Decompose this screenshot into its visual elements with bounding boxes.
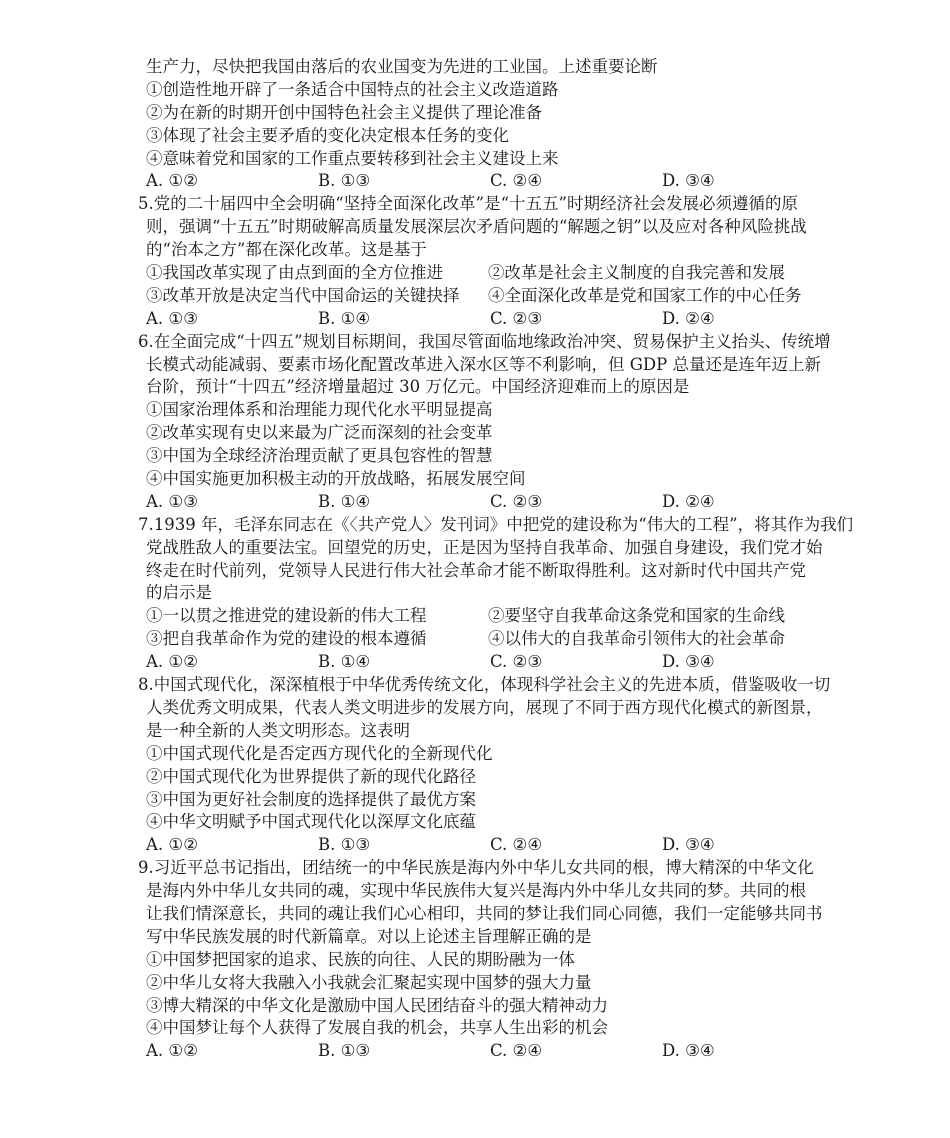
question-stem-line: 是海内外中华儿女共同的魂，实现中华民族伟大复兴是海内外中华儿女共同的梦。共同的根 xyxy=(146,881,806,901)
question-stem-line: 终走在时代前列，党领导人民进行伟大社会革命才能不断取得胜利。这对新时代中国共产党 xyxy=(146,560,806,580)
option-d[interactable]: D. ③④ xyxy=(662,652,715,672)
option-d[interactable]: D. ②④ xyxy=(662,308,715,328)
question-stem-line: 写中华民族发展的时代新篇章。对以上论述主旨理解正确的是 xyxy=(146,926,592,946)
question-4-continuation xyxy=(146,56,836,193)
statement-1: ①中国梦把国家的追求、民族的向往、人民的期盼融为一体 xyxy=(146,949,575,969)
option-b[interactable]: B. ①④ xyxy=(318,652,371,672)
statement-row xyxy=(146,605,836,628)
option-a[interactable]: A. ①② xyxy=(146,171,198,191)
question-stem-line: 5.党的二十届四中全会明确“坚持全面深化改革”是“十五五”时期经济社会发展必须遵循的原 xyxy=(138,194,798,214)
statement-3: ③中国为更好社会制度的选择提供了最优方案 xyxy=(146,789,476,809)
option-b[interactable]: B. ①④ xyxy=(318,308,371,328)
option-b[interactable]: B. ①④ xyxy=(318,491,371,511)
statement-4: ④中国梦让每个人获得了发展自我的机会，共享人生出彩的机会 xyxy=(146,1018,608,1038)
question-9 xyxy=(138,857,836,1063)
question-list xyxy=(138,56,854,1063)
option-a[interactable]: A. ①② xyxy=(146,835,198,855)
statement-1: ①国家治理体系和治理能力现代化水平明显提高 xyxy=(146,400,493,420)
question-stem-line: 台阶，预计“十四五”经济增量超过 30 万亿元。中国经济迎难而上的原因是 xyxy=(146,377,690,397)
statement-1: ①中国式现代化是否定西方现代化的全新现代化 xyxy=(146,743,493,763)
question-stem-line: 是一种全新的人类文明形态。这表明 xyxy=(146,720,410,740)
question-stem-line: 党战胜敌人的重要法宝。回望党的历史，正是因为坚持自我革命、加强自身建设，我们党才始 xyxy=(146,537,823,557)
statement-1: ①我国改革实现了由点到面的全方位推进 xyxy=(146,263,443,283)
statement-4: ④中国实施更加积极主动的开放战略，拓展发展空间 xyxy=(146,469,526,489)
option-d[interactable]: D. ③④ xyxy=(662,835,715,855)
statement-2: ②改革是社会主义制度的自我完善和发展 xyxy=(488,263,785,283)
statement-2: ②中华儿女将大我融入小我就会汇聚起实现中国梦的强大力量 xyxy=(146,972,592,992)
option-a[interactable]: A. ①② xyxy=(146,652,198,672)
statement-4: ④中华文明赋予中国式现代化以深厚文化底蕴 xyxy=(146,812,476,832)
option-c[interactable]: C. ②③ xyxy=(490,308,543,328)
statement-3: ③中国为全球经济治理贡献了更具包容性的智慧 xyxy=(146,446,493,466)
option-a[interactable]: A. ①③ xyxy=(146,308,198,328)
question-stem-line: 人类优秀文明成果，代表人类文明进步的发展方向，展现了不同于西方现代化模式的新图景， xyxy=(146,697,823,717)
statement-2: ②要坚守自我革命这条党和国家的生命线 xyxy=(488,606,785,626)
statement-3: ③改革开放是决定当代中国命运的关键抉择 xyxy=(146,285,460,305)
option-c[interactable]: C. ②④ xyxy=(490,171,543,191)
statement-1: ①一以贯之推进党的建设新的伟大工程 xyxy=(146,606,427,626)
statement-row xyxy=(146,262,836,285)
question-6 xyxy=(138,331,836,514)
option-c[interactable]: C. ②③ xyxy=(490,491,543,511)
question-7 xyxy=(138,514,854,674)
question-stem-line: 生产力，尽快把我国由落后的农业国变为先进的工业国。上述重要论断 xyxy=(146,57,658,76)
answer-options xyxy=(146,308,836,331)
question-stem-line: 长模式动能减弱、要素市场化配置改革进入深水区等不利影响，但 GDP 总量还是连年迈上新 xyxy=(146,354,822,374)
answer-options xyxy=(146,170,836,193)
statement-1: ①创造性地开辟了一条适合中国特点的社会主义改造道路 xyxy=(146,79,559,99)
option-d[interactable]: D. ③④ xyxy=(662,171,715,191)
option-c[interactable]: C. ②④ xyxy=(490,835,543,855)
question-stem-line: 则，强调“十五五”时期破解高质量发展深层次矛盾问题的“解题之钥”以及应对各种风险挑战 xyxy=(146,217,807,237)
answer-options xyxy=(146,651,836,674)
question-stem-line: 6.在全面完成“十四五”规划目标期间，我国尽管面临地缘政治冲突、贸易保护主义抬头、传统增 xyxy=(138,331,831,351)
option-d[interactable]: D. ③④ xyxy=(662,1041,715,1061)
statement-2: ②为在新的时期开创中国特色社会主义提供了理论准备 xyxy=(146,102,542,122)
question-8 xyxy=(138,674,836,857)
question-stem-line: 的启示是 xyxy=(146,583,212,603)
option-a[interactable]: A. ①③ xyxy=(146,491,198,511)
answer-options xyxy=(146,491,836,514)
option-c[interactable]: C. ②④ xyxy=(490,1041,543,1061)
question-stem-line: 7.1939 年，毛泽东同志在《〈共产党人〉发刊词》中把党的建设称为“伟大的工程”，将其作为我们 xyxy=(138,514,854,534)
option-b[interactable]: B. ①③ xyxy=(318,835,371,855)
option-d[interactable]: D. ②④ xyxy=(662,491,715,511)
statement-2: ②改革实现有史以来最为广泛而深刻的社会变革 xyxy=(146,423,493,443)
statement-4: ④以伟大的自我革命引领伟大的社会革命 xyxy=(488,629,785,649)
question-5 xyxy=(138,193,836,330)
statement-row xyxy=(146,285,836,308)
statement-2: ②中国式现代化为世界提供了新的现代化路径 xyxy=(146,766,476,786)
option-b[interactable]: B. ①③ xyxy=(318,171,371,191)
statement-3: ③把自我革命作为党的建设的根本遵循 xyxy=(146,629,427,649)
option-a[interactable]: A. ①② xyxy=(146,1041,198,1061)
statement-4: ④意味着党和国家的工作重点要转移到社会主义建设上来 xyxy=(146,148,559,168)
answer-options xyxy=(146,834,836,857)
question-stem-line: 的“治本之方”都在深化改革。这是基于 xyxy=(146,240,427,260)
statement-3: ③博大精深的中华文化是激励中国人民团结奋斗的强大精神动力 xyxy=(146,995,608,1015)
option-c[interactable]: C. ②③ xyxy=(490,652,543,672)
option-b[interactable]: B. ①③ xyxy=(318,1041,371,1061)
question-stem-line: 8.中国式现代化，深深植根于中华优秀传统文化，体现科学社会主义的先进本质，借鉴吸收一切 xyxy=(138,675,831,695)
statement-row xyxy=(146,628,836,651)
statement-3: ③体现了社会主要矛盾的变化决定根本任务的变化 xyxy=(146,125,509,145)
answer-options xyxy=(146,1040,836,1063)
question-stem-line: 9.习近平总书记指出，团结统一的中华民族是海内外中华儿女共同的根，博大精深的中华文化 xyxy=(138,858,814,878)
statement-4: ④全面深化改革是党和国家工作的中心任务 xyxy=(488,285,802,305)
question-stem-line: 让我们情深意长，共同的魂让我们心心相印，共同的梦让我们同心同德，我们一定能够共同书 xyxy=(146,903,823,923)
